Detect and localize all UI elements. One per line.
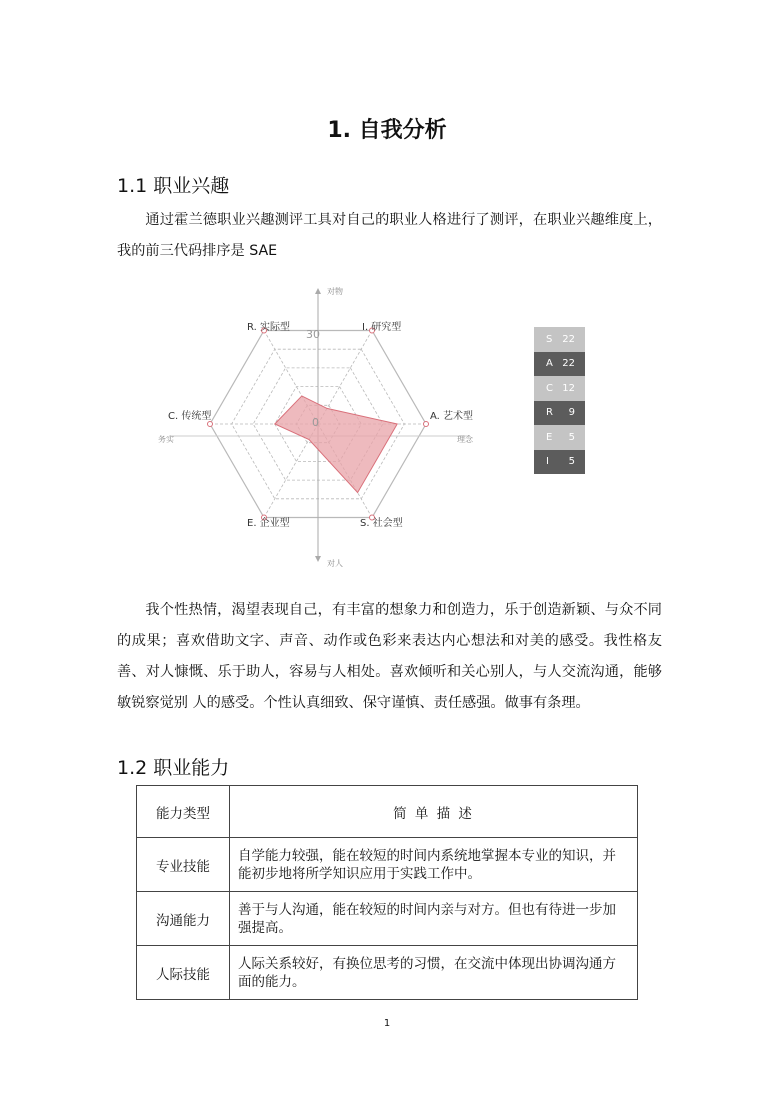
score-badge [534,450,585,475]
radar-scale-label-max: 30 [306,328,320,341]
radar-axis-label: S. 社会型 [360,518,403,529]
page-title: 1. 自我分析 [327,118,447,143]
direction-label-top: 对物 [327,287,343,296]
radar-vertex-marker [208,422,213,427]
radar-axis-label: R. 实际型 [247,322,290,333]
radar-axis-label: C. 传统型 [168,411,212,422]
score-badge [534,425,585,450]
score-badge-code: S [546,333,553,345]
radar-axis-labels [158,286,474,568]
score-badge-code: A [546,358,553,370]
direction-label-left: 务实 [158,435,174,444]
page-number: 1 [383,1018,391,1029]
score-badge-value: 22 [562,333,575,345]
radar-axis-label: A. 艺术型 [430,411,474,422]
section-heading-ability: 1.2 职业能力 [117,757,230,779]
score-badge-value: 5 [568,431,575,443]
table-cell-description: 自学能力较强，能在较短的时间内系统地掌握本专业的知识，并能初步地将所学知识应用于实践工作中。 [230,838,638,892]
table-header-row [137,786,638,838]
score-badge [534,376,585,401]
score-badge [534,327,585,352]
axis-arrow-up [315,288,321,294]
section-heading-interest: 1.1 职业兴趣 [117,175,230,197]
table-cell-type: 人际技能 [137,946,230,1000]
table-row [137,892,638,946]
radar-axis-label: I. 研究型 [362,322,402,333]
ability-table [136,785,638,1000]
table-cell-description: 人际关系较好，有换位思考的习惯，在交流中体现出协调沟通方面的能力。 [230,946,638,1000]
personality-paragraph: 我个性热情，渴望表现自己，有丰富的想象力和创造力，乐于创造新颖、与众不同的成果；喜欢借助文字、声音、动作或色彩来表达内心想法和对美的感受。我性格友善、对人慷慨、乐于助人，容易与人相处。喜欢倾听和关心别人，与人交流沟通，能够敏锐察觉别 人的感受。个性认真细致、保守谨慎、责任感强。做事有条理。 [117,602,662,711]
score-badge [534,352,585,377]
radar-vertex-marker [424,422,429,427]
score-badge-value: 5 [568,456,575,468]
score-badge-value: 12 [562,382,575,394]
table-row [137,838,638,892]
score-badge-value: 22 [562,358,575,370]
radar-axis-label: E. 企业型 [247,518,290,529]
table-cell-type: 专业技能 [137,838,230,892]
score-badge-code: E [546,431,553,443]
direction-label-bottom: 对人 [327,559,343,568]
table-cell-description: 善于与人沟通，能在较短的时间内亲与对方。但也有待进一步加强提高。 [230,892,638,946]
score-badge-code: R [546,407,553,419]
table-row [137,946,638,1000]
table-header-type: 能力类型 [137,786,230,838]
radar-scale-label-zero: 0 [312,416,319,429]
score-badge [534,401,585,426]
score-badge-code: I [546,456,549,468]
direction-label-right: 理念 [457,435,473,444]
score-badge-code: C [546,382,553,394]
score-badge-value: 9 [568,407,575,419]
holland-radar-chart [150,282,490,574]
table-header-description: 简 单 描 述 [230,786,638,838]
score-badge-list [534,327,585,474]
axis-arrow-down [315,556,321,562]
table-cell-type: 沟通能力 [137,892,230,946]
interest-intro-paragraph: 通过霍兰德职业兴趣测评工具对自己的职业人格进行了测评，在职业兴趣维度上，我的前三代码排序是 SAE [117,212,662,259]
radar-data-polygon [275,396,397,493]
